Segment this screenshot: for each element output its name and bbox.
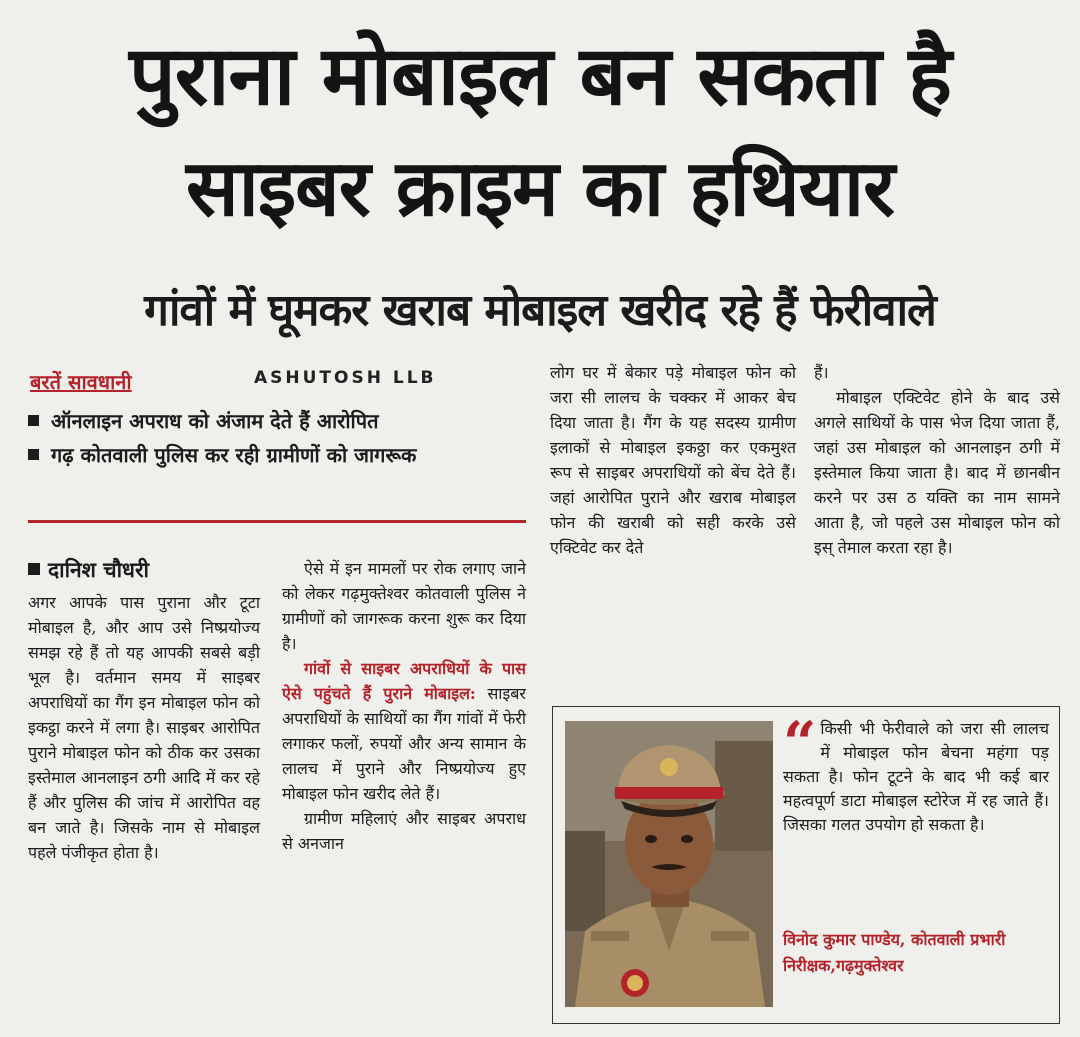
column-2-paragraph-2: गांवों से साइबर अपराधियों के पास ऐसे पहुंचते हैं पुराने मोबाइल: साइबर अपराधियों के साथियों का गैंग गांवों में फेरी लगाकर फलों, रुपयों और अन्य सामान के लालच में पुराने और निष्प्रयोज्य हुए मोबाइल फोन खरीद लेते हैं। [282,659,526,803]
column-2-subhead: गांवों से साइबर अपराधियों के पास ऐसे पहुंचते हैं पुराने मोबाइल: [282,659,526,703]
byline: ASHUTOSH LLB [254,368,437,388]
quote-box [552,706,1060,1024]
column-3-text: लोग घर में बेकार पड़े मोबाइल फोन को जरा सी लालच के चक्कर में आकर बेच दिया जाता है। गैंग के यह सदस्य ग्रामीण इलाकों से मोबाइल इकठ्ठा कर एकमुश्त रूप से साइबर अपराधियों को बेंच देते हैं। जहां आरोपित पुराने और खराब मोबाइल फोन की खराबी को सही करके उसे एक्टिवेट कर देते [550,363,796,557]
article-column-3 [550,360,796,560]
summary-bullets [28,404,526,472]
summary-bullet: गढ़ कोतवाली पुलिस कर रही ग्रामीणों को जागरूक [28,438,526,472]
bullet-square-icon [28,449,39,460]
column-2-paragraph-3: ग्रामीण महिलाएं और साइबर अपराध से अनजान [282,809,526,853]
headline-line-1: पुराना मोबाइल बन सकता है [129,29,951,124]
bullet-square-icon [28,563,40,575]
column-2-paragraph-1: ऐसे में इन मामलों पर रोक लगाए जाने को लेकर गढ़मुक्तेश्वर कोतवाली पुलिस ने ग्रामीणों को जागरूक करना शुरू कर दिया है। [282,559,526,653]
column-4-paragraph-1: हैं। [814,363,829,382]
quote-attribution: विनोद कुमार पाण्डेय, कोतवाली प्रभारी निरीक्षक,गढ़मुक्तेश्वर [783,930,1006,975]
quote-mark-icon: “ [783,709,817,777]
section-divider [28,520,526,523]
officer-quote: “ किसी भी फेरीवाले को जरा सी लालच में मोबाइल फोन बेचना महंगा पड़ सकता है। फोन टूटने के बाद भी कई बार महत्वपूर्ण डाटा मोबाइल स्टोरेज में रह जाते हैं। जिसका गलत उपयोग हो सकता है। [783,709,1049,834]
article-column-4 [814,360,1060,560]
officer-photo [565,721,773,1007]
police-officer-portrait [565,721,773,1007]
kicker-label: बरतें सावधानी [30,370,132,394]
headline-line-2: साइबर क्राइम का हथियार [185,144,895,234]
article-column-2 [282,556,526,856]
subheadline: गांवों में घूमकर खराब मोबाइल खरीद रहे हैं फेरीवाले [144,285,936,336]
author-name: दानिश चौधरी [28,556,260,584]
column-1-text: अगर आपके पास पुराना और टूटा मोबाइल है, और आप उसे निष्प्रयोज्य समझ रहे हैं तो यह आपकी सबसे बड़ी भूल है। वर्तमान समय में साइबर अपराधियों का गैंग इन मोबाइल फोन को इकट्ठा करने में लगा है। साइबर आरोपित पुराने मोबाइल फोन को ठीक कर उसका इस्तेमाल आनलाइन ठगी आदि में कर रहे हैं और पुलिस की जांच में आरोपित वह बन जाते है। जिसके नाम से मोबाइल पहले पंजीकृत होता है। [28,593,260,862]
summary-bullet: ऑनलाइन अपराध को अंजाम देते हैं आरोपित [28,404,526,438]
article-column-1 [28,556,260,865]
column-4-paragraph-2: मोबाइल एक्टिवेट होने के बाद उसे अगले साथियों के पास भेज दिया जाता हैं, जहां उस मोबाइल को आनलाइन ठगी में इस्तेमाल किया जाता है। बाद में छानबीन करने पर उस ठ यक्ति का नाम सामने आता है, जो पहले उस मोबाइल फोन को इस् तेमाल करता रहा है। [814,388,1060,557]
bullet-square-icon [28,415,39,426]
